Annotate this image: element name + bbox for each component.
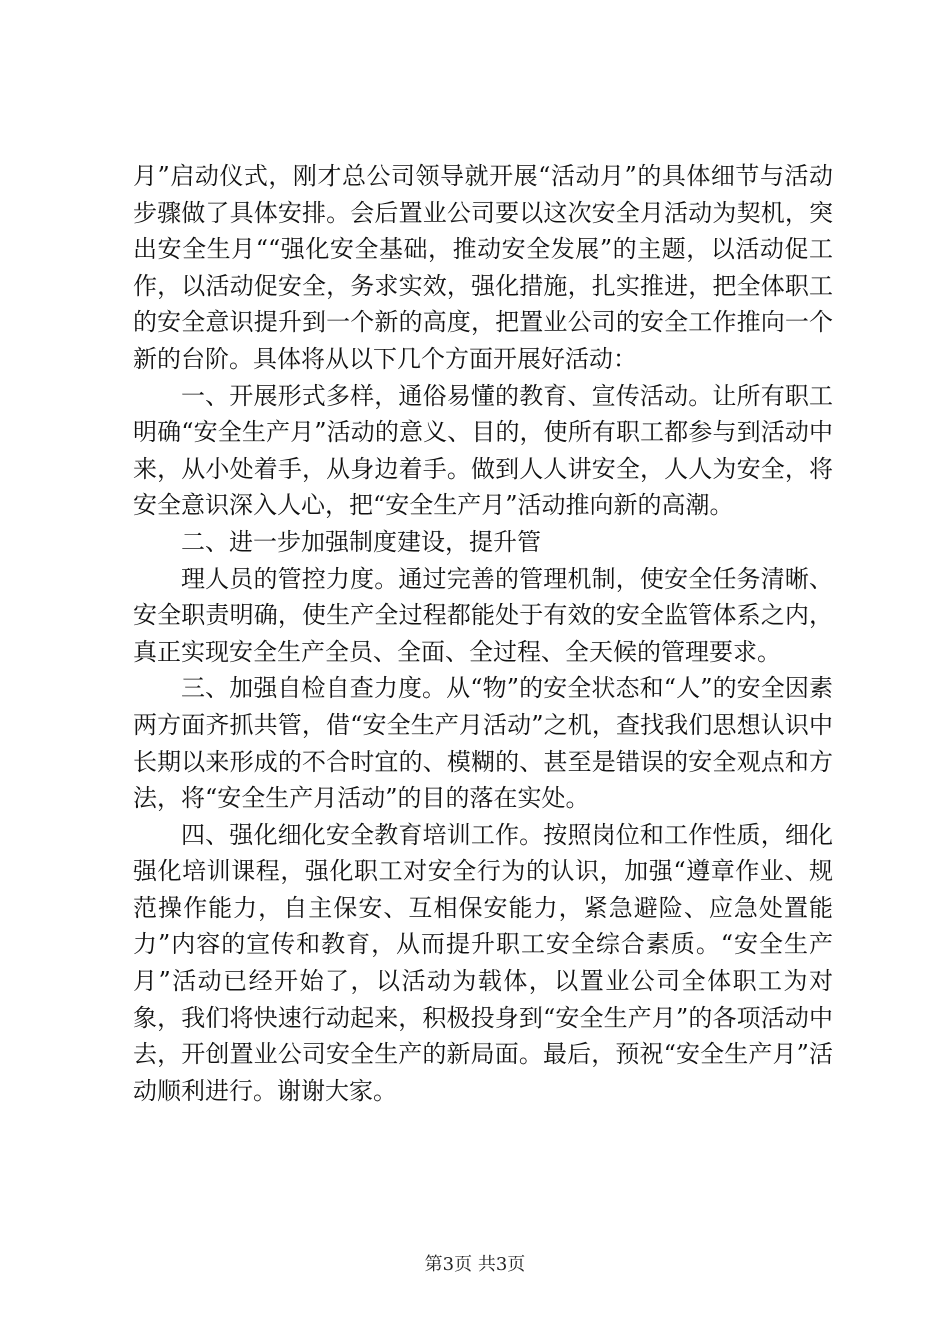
page-number-footer: 第3页 共3页 <box>424 1254 526 1275</box>
paragraph-item-three: 三、加强自检自查力度。从“物”的安全状态和“人”的安全因素两方面齐抓共管，借“安全生产月活动”之机，查找我们思想认识中长期以来形成的不合时宜的、模糊的、甚至是错误的安全观点和方法，将“安全生产月活动”的目的落在实处。 <box>133 674 833 813</box>
paragraph-item-four: 四、强化细化安全教育培训工作。按照岗位和工作性质，细化强化培训课程，强化职工对安全行为的认识，加强“遵章作业、规范操作能力，自主保安、互相保安能力，紧急避险、应急处置能力”内容的宣传和教育，从而提升职工安全综合素质。“安全生产月”活动已经开始了，以活动为载体，以置业公司全体职工为对象，我们将快速行动起来，积极投身到“安全生产月”的各项活动中去，开创置业公司安全生产的新局面。最后，预祝“安全生产月”活动顺利进行。谢谢大家。 <box>133 820 833 1105</box>
paragraph-item-two-heading: 二、进一步加强制度建设，提升管 <box>181 527 541 556</box>
paragraph-item-one: 一、开展形式多样，通俗易懂的教育、宣传活动。让所有职工明确“安全生产月”活动的意义、目的，使所有职工都参与到活动中来，从小处着手，从身边着手。做到人人讲安全，人人为安全，将安全意识深入人心，把“安全生产月”活动推向新的高潮。 <box>133 381 833 520</box>
document-body <box>133 158 833 1109</box>
paragraph-item-two-body: 理人员的管控力度。通过完善的管理机制，使安全任务清晰、安全职责明确，使生产全过程都能处于有效的安全监管体系之内，真正实现安全生产全员、全面、全过程、全天候的管理要求。 <box>133 564 833 666</box>
paragraph-intro: 月”启动仪式，刚才总公司领导就开展“活动月”的具体细节与活动步骤做了具体安排。会后置业公司要以这次安全月活动为契机，突出安全生月““强化安全基础，推动安全发展”的主题，以活动促工作，以活动促安全，务求实效，强化措施，扎实推进，把全体职工的安全意识提升到一个新的高度，把置业公司的安全工作推向一个新的台阶。具体将从以下几个方面开展好活动： <box>133 162 833 373</box>
